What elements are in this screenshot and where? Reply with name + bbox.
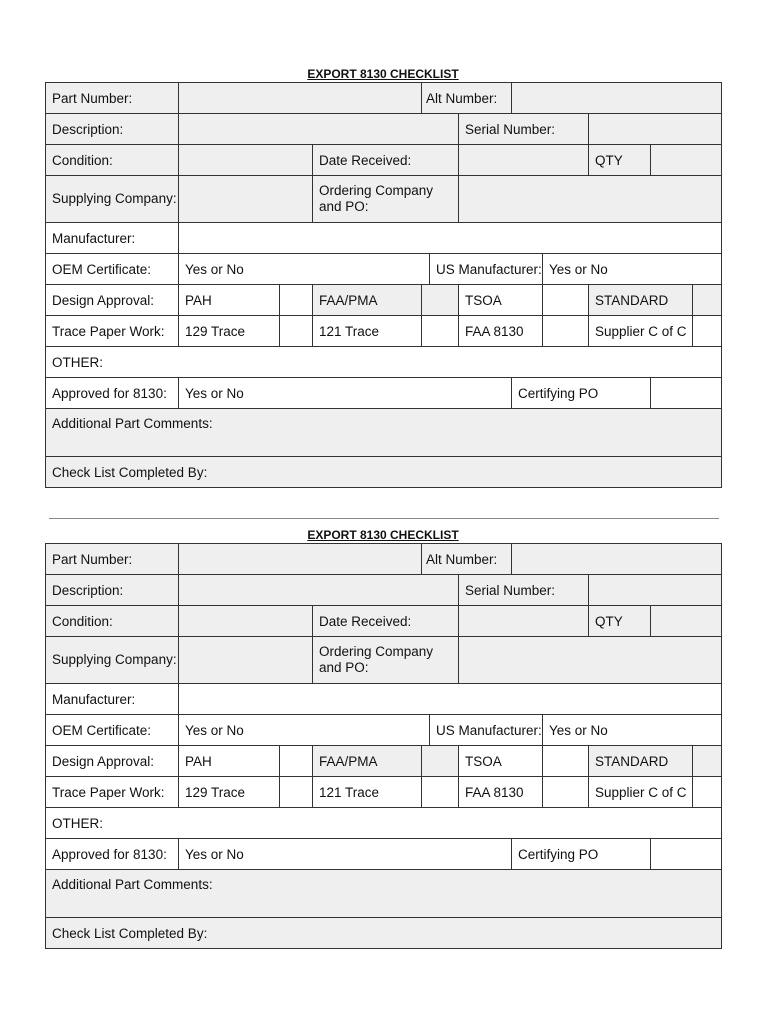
- checklist-form-2: [45, 527, 721, 949]
- approved-for-8130-label: Approved for 8130:: [46, 378, 179, 409]
- pah-checkbox[interactable]: [280, 285, 313, 316]
- serial-number-label: Serial Number:: [459, 575, 589, 606]
- faa-8130-option: FAA 8130: [459, 777, 543, 808]
- manufacturer-label: Manufacturer:: [46, 684, 179, 715]
- supplier-coc-option: Supplier C of C: [589, 777, 693, 808]
- tsoa-checkbox[interactable]: [543, 285, 589, 316]
- alt-number-field[interactable]: [512, 83, 722, 114]
- other-field[interactable]: OTHER:: [46, 347, 722, 378]
- supplier-coc-checkbox[interactable]: [693, 316, 722, 347]
- completed-by-field[interactable]: Check List Completed By:: [46, 918, 722, 949]
- trace-129-option: 129 Trace: [179, 777, 280, 808]
- serial-number-field[interactable]: [589, 114, 722, 145]
- certifying-po-label: Certifying PO: [512, 839, 651, 870]
- us-manufacturer-value[interactable]: Yes or No: [543, 715, 722, 746]
- faa-8130-checkbox[interactable]: [543, 777, 589, 808]
- description-field[interactable]: [179, 114, 459, 145]
- approved-for-8130-label: Approved for 8130:: [46, 839, 179, 870]
- qty-field[interactable]: [651, 145, 722, 176]
- completed-by-field[interactable]: Check List Completed By:: [46, 457, 722, 488]
- trace-121-checkbox[interactable]: [422, 777, 459, 808]
- trace-121-checkbox[interactable]: [422, 316, 459, 347]
- design-approval-label: Design Approval:: [46, 746, 179, 777]
- faa-pma-option: FAA/PMA: [313, 285, 422, 316]
- ordering-company-field[interactable]: [459, 176, 722, 223]
- faa-pma-option: FAA/PMA: [313, 746, 422, 777]
- trace-paper-work-label: Trace Paper Work:: [46, 316, 179, 347]
- manufacturer-field[interactable]: [179, 684, 722, 715]
- serial-number-field[interactable]: [589, 575, 722, 606]
- part-number-label: Part Number:: [46, 544, 179, 575]
- tsoa-checkbox[interactable]: [543, 746, 589, 777]
- checklist-title: EXPORT 8130 CHECKLIST: [307, 67, 459, 81]
- tsoa-option: TSOA: [459, 285, 543, 316]
- checklist-title: EXPORT 8130 CHECKLIST: [307, 528, 459, 542]
- part-number-label: Part Number:: [46, 83, 179, 114]
- manufacturer-field[interactable]: [179, 223, 722, 254]
- alt-number-label: Alt Number:: [422, 83, 512, 114]
- additional-comments-field[interactable]: Additional Part Comments:: [46, 870, 722, 918]
- certifying-po-label: Certifying PO: [512, 378, 651, 409]
- other-field[interactable]: OTHER:: [46, 808, 722, 839]
- trace-121-option: 121 Trace: [313, 777, 422, 808]
- condition-label: Condition:: [46, 145, 179, 176]
- date-received-field[interactable]: [459, 145, 589, 176]
- trace-129-option: 129 Trace: [179, 316, 280, 347]
- standard-checkbox[interactable]: [693, 285, 722, 316]
- supplying-company-field[interactable]: [179, 637, 313, 684]
- standard-checkbox[interactable]: [693, 746, 722, 777]
- qty-field[interactable]: [651, 606, 722, 637]
- oem-certificate-label: OEM Certificate:: [46, 254, 179, 285]
- trace-129-checkbox[interactable]: [280, 316, 313, 347]
- supplier-coc-checkbox[interactable]: [693, 777, 722, 808]
- trace-121-option: 121 Trace: [313, 316, 422, 347]
- ordering-company-label: Ordering Company and PO:: [313, 637, 459, 684]
- additional-comments-field[interactable]: Additional Part Comments:: [46, 409, 722, 457]
- qty-label: QTY: [589, 145, 651, 176]
- pah-checkbox[interactable]: [280, 746, 313, 777]
- supplying-company-label: Supplying Company:: [46, 176, 179, 223]
- condition-field[interactable]: [179, 145, 313, 176]
- description-label: Description:: [46, 575, 179, 606]
- faa-8130-option: FAA 8130: [459, 316, 543, 347]
- tsoa-option: TSOA: [459, 746, 543, 777]
- qty-label: QTY: [589, 606, 651, 637]
- oem-certificate-label: OEM Certificate:: [46, 715, 179, 746]
- standard-option: STANDARD: [589, 285, 693, 316]
- pah-option: PAH: [179, 285, 280, 316]
- pah-option: PAH: [179, 746, 280, 777]
- date-received-label: Date Received:: [313, 606, 459, 637]
- condition-field[interactable]: [179, 606, 313, 637]
- part-number-field[interactable]: [179, 544, 422, 575]
- condition-label: Condition:: [46, 606, 179, 637]
- design-approval-label: Design Approval:: [46, 285, 179, 316]
- certifying-po-field[interactable]: [651, 839, 722, 870]
- oem-certificate-value[interactable]: Yes or No: [179, 254, 430, 285]
- part-number-field[interactable]: [179, 83, 422, 114]
- date-received-field[interactable]: [459, 606, 589, 637]
- serial-number-label: Serial Number:: [459, 114, 589, 145]
- ordering-company-field[interactable]: [459, 637, 722, 684]
- faa-8130-checkbox[interactable]: [543, 316, 589, 347]
- manufacturer-label: Manufacturer:: [46, 223, 179, 254]
- supplying-company-field[interactable]: [179, 176, 313, 223]
- trace-paper-work-label: Trace Paper Work:: [46, 777, 179, 808]
- us-manufacturer-label: US Manufacturer:: [430, 254, 543, 285]
- checklist-table: [45, 543, 722, 949]
- ordering-company-label: Ordering Company and PO:: [313, 176, 459, 223]
- description-field[interactable]: [179, 575, 459, 606]
- section-divider: [49, 518, 719, 519]
- trace-129-checkbox[interactable]: [280, 777, 313, 808]
- us-manufacturer-label: US Manufacturer:: [430, 715, 543, 746]
- supplier-coc-option: Supplier C of C: [589, 316, 693, 347]
- supplying-company-label: Supplying Company:: [46, 637, 179, 684]
- alt-number-label: Alt Number:: [422, 544, 512, 575]
- checklist-table: [45, 82, 722, 488]
- approved-for-8130-value[interactable]: Yes or No: [179, 378, 512, 409]
- faa-pma-checkbox[interactable]: [422, 285, 459, 316]
- checklist-form-1: [45, 66, 721, 488]
- standard-option: STANDARD: [589, 746, 693, 777]
- approved-for-8130-value[interactable]: Yes or No: [179, 839, 512, 870]
- faa-pma-checkbox[interactable]: [422, 746, 459, 777]
- description-label: Description:: [46, 114, 179, 145]
- us-manufacturer-value[interactable]: Yes or No: [543, 254, 722, 285]
- alt-number-field[interactable]: [512, 544, 722, 575]
- date-received-label: Date Received:: [313, 145, 459, 176]
- oem-certificate-value[interactable]: Yes or No: [179, 715, 430, 746]
- certifying-po-field[interactable]: [651, 378, 722, 409]
